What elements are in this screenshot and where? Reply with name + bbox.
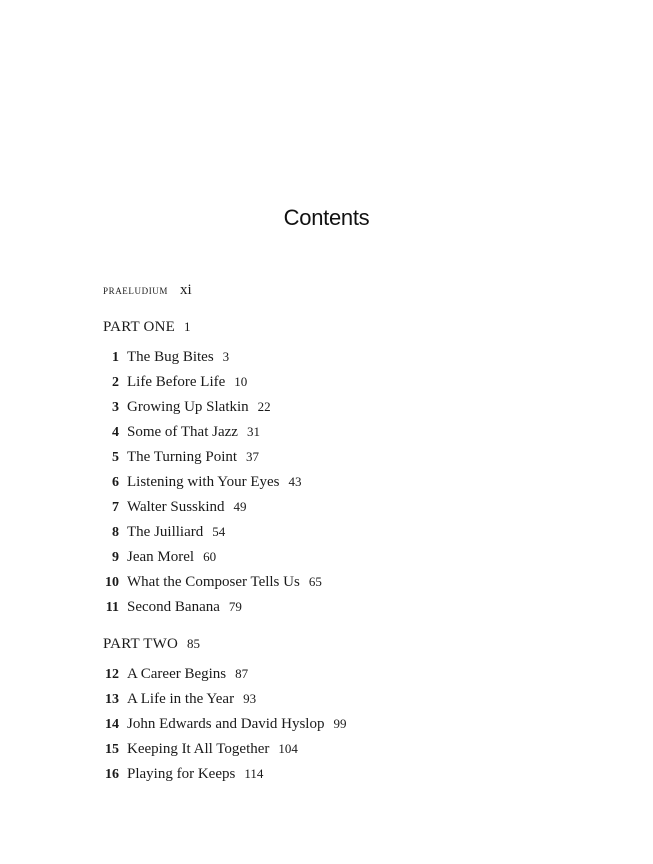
chapter-number: 15 xyxy=(105,742,119,757)
toc-chapter-entry[interactable] xyxy=(103,665,248,684)
chapter-title: Jean Morel xyxy=(127,549,195,565)
toc-entry-prelude[interactable] xyxy=(103,281,192,299)
chapter-title: A Life in the Year xyxy=(127,691,235,707)
chapter-page-number: 31 xyxy=(246,424,260,439)
toc-chapter-entry[interactable] xyxy=(103,448,259,467)
chapter-number: 16 xyxy=(105,767,119,782)
chapter-title: Keeping It All Together xyxy=(127,741,270,757)
chapter-page-number: 3 xyxy=(222,349,230,364)
chapter-title: Listening with Your Eyes xyxy=(127,474,280,490)
toc-chapter-entry[interactable] xyxy=(103,690,256,709)
chapter-number: 8 xyxy=(112,525,119,540)
toc-part-one[interactable] xyxy=(103,318,190,336)
chapter-title: The Bug Bites xyxy=(127,349,214,365)
chapter-page-number: 99 xyxy=(333,716,347,731)
chapter-number: 7 xyxy=(112,500,119,515)
chapter-title: Some of That Jazz xyxy=(127,424,238,440)
chapter-number: 10 xyxy=(105,575,119,590)
chapter-number: 5 xyxy=(112,450,119,465)
chapter-page-number: 104 xyxy=(278,741,298,756)
toc-chapter-entry[interactable] xyxy=(103,765,263,784)
toc-chapter-entry[interactable] xyxy=(103,548,216,567)
chapter-number: 2 xyxy=(112,375,119,390)
toc-chapter-entry[interactable] xyxy=(103,373,247,392)
chapter-page-number: 87 xyxy=(235,666,249,681)
chapter-number: 1 xyxy=(112,350,119,365)
chapter-number: 13 xyxy=(105,692,119,707)
chapter-page-number: 22 xyxy=(257,399,271,414)
chapter-title: A Career Begins xyxy=(127,666,227,682)
chapter-number: 3 xyxy=(112,400,119,415)
chapter-title: What the Composer Tells Us xyxy=(127,574,300,590)
toc-chapter-entry[interactable] xyxy=(103,498,247,517)
chapter-number: 4 xyxy=(112,425,119,440)
chapter-page-number: 49 xyxy=(233,499,247,514)
chapter-page-number: 79 xyxy=(228,599,242,614)
chapter-number: 9 xyxy=(112,550,119,565)
toc-chapter-entry[interactable] xyxy=(103,573,322,592)
chapter-page-number: 93 xyxy=(243,691,257,706)
chapter-title: Life Before Life xyxy=(127,374,226,390)
chapter-page-number: 114 xyxy=(244,766,264,781)
chapter-number: 11 xyxy=(105,600,119,615)
chapter-page-number: 60 xyxy=(203,549,217,564)
chapter-page-number: 37 xyxy=(246,449,260,464)
toc-chapter-entry[interactable] xyxy=(103,715,346,734)
chapter-title: The Juilliard xyxy=(127,524,204,540)
page-title: Contents xyxy=(283,205,370,230)
toc-chapter-entry[interactable] xyxy=(103,348,229,367)
chapter-title: Second Banana xyxy=(127,599,220,615)
prelude-page-number: xi xyxy=(180,282,192,298)
chapter-page-number: 54 xyxy=(212,524,226,539)
prelude-label: praeludium xyxy=(103,282,169,297)
part-label: PART TWO xyxy=(103,636,179,652)
toc-chapter-entry[interactable] xyxy=(103,398,271,417)
chapter-title: Walter Susskind xyxy=(127,499,225,515)
chapter-title: Growing Up Slatkin xyxy=(127,399,249,415)
chapter-title: Playing for Keeps xyxy=(127,766,236,782)
chapter-number: 12 xyxy=(105,667,119,682)
part-page-number: 85 xyxy=(187,636,201,651)
toc-chapter-entry[interactable] xyxy=(103,598,242,617)
toc-chapter-entry[interactable] xyxy=(103,523,225,542)
chapter-page-number: 65 xyxy=(308,574,322,589)
toc-part-two[interactable] xyxy=(103,635,200,653)
chapter-title: John Edwards and David Hyslop xyxy=(127,716,325,732)
chapter-number: 6 xyxy=(112,475,119,490)
chapter-page-number: 43 xyxy=(288,474,302,489)
part-page-number: 1 xyxy=(183,319,191,334)
chapter-title: The Turning Point xyxy=(127,449,238,465)
toc-chapter-entry[interactable] xyxy=(103,740,298,759)
chapter-number: 14 xyxy=(105,717,119,732)
chapter-page-number: 10 xyxy=(234,374,248,389)
toc-chapter-entry[interactable] xyxy=(103,473,302,492)
toc-chapter-entry[interactable] xyxy=(103,423,260,442)
part-label: PART ONE xyxy=(103,319,175,335)
